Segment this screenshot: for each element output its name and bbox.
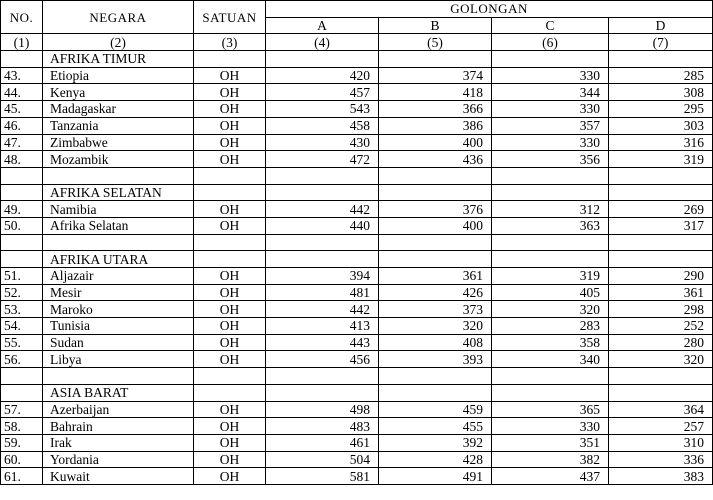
row-number: 46. — [1, 117, 43, 134]
value-b: 408 — [379, 334, 492, 351]
header-golongan: GOLONGAN — [266, 1, 713, 18]
row-number: 59. — [1, 434, 43, 451]
unit-cell: OH — [194, 301, 266, 318]
value-a: 498 — [266, 401, 379, 418]
table-row — [1, 451, 713, 468]
header-col-a: A — [266, 17, 379, 34]
value-d: 290 — [609, 268, 713, 285]
value-a: 420 — [266, 67, 379, 84]
value-d: 285 — [609, 67, 713, 84]
value-c: 382 — [492, 451, 609, 468]
col-number: (7) — [609, 34, 713, 51]
table-row — [1, 201, 713, 218]
value-b: 491 — [379, 468, 492, 485]
header-satuan: SATUAN — [194, 1, 266, 34]
value-b: 428 — [379, 451, 492, 468]
empty-cell — [266, 234, 379, 251]
region-name: AFRIKA SELATAN — [43, 184, 194, 201]
unit-cell: OH — [194, 151, 266, 168]
empty-cell — [266, 184, 379, 201]
empty-cell — [609, 251, 713, 268]
value-c: 351 — [492, 434, 609, 451]
unit-cell: OH — [194, 84, 266, 101]
value-b: 400 — [379, 217, 492, 234]
empty-cell — [609, 51, 713, 68]
unit-cell: OH — [194, 217, 266, 234]
empty-cell — [1, 167, 43, 184]
region-header-row — [1, 384, 713, 401]
unit-cell: OH — [194, 334, 266, 351]
table-row — [1, 351, 713, 368]
country-name: Libya — [43, 351, 194, 368]
value-a: 461 — [266, 434, 379, 451]
region-name: AFRIKA TIMUR — [43, 51, 194, 68]
country-name: Tunisia — [43, 318, 194, 335]
region-header-row — [1, 51, 713, 68]
header-negara: NEGARA — [43, 1, 194, 34]
empty-cell — [194, 251, 266, 268]
value-b: 418 — [379, 84, 492, 101]
country-name: Zimbabwe — [43, 134, 194, 151]
empty-cell — [379, 51, 492, 68]
empty-cell — [492, 184, 609, 201]
row-number: 58. — [1, 418, 43, 435]
table-row — [1, 84, 713, 101]
value-d: 295 — [609, 101, 713, 118]
value-a: 504 — [266, 451, 379, 468]
country-name: Yordania — [43, 451, 194, 468]
table-row — [1, 67, 713, 84]
table-row — [1, 468, 713, 485]
empty-cell — [266, 167, 379, 184]
value-d: 316 — [609, 134, 713, 151]
col-number: (5) — [379, 34, 492, 51]
row-number: 60. — [1, 451, 43, 468]
col-number: (4) — [266, 34, 379, 51]
value-d: 319 — [609, 151, 713, 168]
empty-cell — [492, 234, 609, 251]
value-b: 426 — [379, 284, 492, 301]
row-number: 47. — [1, 134, 43, 151]
value-c: 357 — [492, 117, 609, 134]
row-number: 55. — [1, 334, 43, 351]
value-a: 442 — [266, 301, 379, 318]
empty-cell — [266, 51, 379, 68]
empty-cell — [1, 368, 43, 385]
unit-cell: OH — [194, 318, 266, 335]
country-name: Maroko — [43, 301, 194, 318]
empty-cell — [1, 184, 43, 201]
empty-cell — [1, 251, 43, 268]
empty-cell — [379, 368, 492, 385]
value-d: 383 — [609, 468, 713, 485]
value-b: 386 — [379, 117, 492, 134]
country-name: Sudan — [43, 334, 194, 351]
country-name: Kuwait — [43, 468, 194, 485]
country-name: Kenya — [43, 84, 194, 101]
value-c: 358 — [492, 334, 609, 351]
unit-cell: OH — [194, 117, 266, 134]
empty-cell — [609, 368, 713, 385]
value-c: 283 — [492, 318, 609, 335]
value-b: 392 — [379, 434, 492, 451]
value-c: 356 — [492, 151, 609, 168]
value-c: 320 — [492, 301, 609, 318]
header-col-b: B — [379, 17, 492, 34]
region-header-row — [1, 251, 713, 268]
row-number: 57. — [1, 401, 43, 418]
empty-cell — [194, 51, 266, 68]
empty-cell — [43, 234, 194, 251]
empty-cell — [1, 51, 43, 68]
table-row — [1, 418, 713, 435]
country-name: Aljazair — [43, 268, 194, 285]
value-d: 310 — [609, 434, 713, 451]
table-row — [1, 434, 713, 451]
empty-cell — [194, 234, 266, 251]
value-b: 459 — [379, 401, 492, 418]
empty-cell — [492, 368, 609, 385]
value-a: 581 — [266, 468, 379, 485]
col-number: (2) — [43, 34, 194, 51]
table-row — [1, 284, 713, 301]
value-c: 340 — [492, 351, 609, 368]
col-number: (3) — [194, 34, 266, 51]
value-b: 376 — [379, 201, 492, 218]
header-col-c: C — [492, 17, 609, 34]
spacer-row — [1, 234, 713, 251]
unit-cell: OH — [194, 101, 266, 118]
unit-cell: OH — [194, 67, 266, 84]
empty-cell — [492, 51, 609, 68]
empty-cell — [194, 384, 266, 401]
empty-cell — [379, 251, 492, 268]
empty-cell — [266, 368, 379, 385]
value-b: 366 — [379, 101, 492, 118]
table-row — [1, 151, 713, 168]
value-a: 481 — [266, 284, 379, 301]
value-d: 361 — [609, 284, 713, 301]
row-number: 61. — [1, 468, 43, 485]
column-number-row — [1, 34, 713, 51]
empty-cell — [266, 251, 379, 268]
value-d: 320 — [609, 351, 713, 368]
empty-cell — [492, 384, 609, 401]
value-c: 363 — [492, 217, 609, 234]
value-d: 336 — [609, 451, 713, 468]
row-number: 44. — [1, 84, 43, 101]
empty-cell — [379, 384, 492, 401]
row-number: 48. — [1, 151, 43, 168]
empty-cell — [492, 251, 609, 268]
table-row — [1, 334, 713, 351]
value-a: 440 — [266, 217, 379, 234]
empty-cell — [609, 234, 713, 251]
value-a: 413 — [266, 318, 379, 335]
country-name: Mesir — [43, 284, 194, 301]
value-a: 430 — [266, 134, 379, 151]
unit-cell: OH — [194, 268, 266, 285]
country-name: Irak — [43, 434, 194, 451]
country-name: Bahrain — [43, 418, 194, 435]
country-name: Afrika Selatan — [43, 217, 194, 234]
table-row — [1, 117, 713, 134]
empty-cell — [43, 167, 194, 184]
value-d: 252 — [609, 318, 713, 335]
value-d: 308 — [609, 84, 713, 101]
value-d: 317 — [609, 217, 713, 234]
empty-cell — [194, 167, 266, 184]
value-b: 361 — [379, 268, 492, 285]
row-number: 45. — [1, 101, 43, 118]
value-b: 373 — [379, 301, 492, 318]
value-b: 455 — [379, 418, 492, 435]
value-b: 436 — [379, 151, 492, 168]
region-name: AFRIKA UTARA — [43, 251, 194, 268]
value-c: 437 — [492, 468, 609, 485]
value-b: 320 — [379, 318, 492, 335]
country-name: Azerbaijan — [43, 401, 194, 418]
table-row — [1, 101, 713, 118]
unit-cell: OH — [194, 401, 266, 418]
value-d: 298 — [609, 301, 713, 318]
region-header-row — [1, 184, 713, 201]
value-d: 269 — [609, 201, 713, 218]
empty-cell — [379, 167, 492, 184]
row-number: 49. — [1, 201, 43, 218]
value-c: 405 — [492, 284, 609, 301]
col-number: (1) — [1, 34, 43, 51]
value-a: 458 — [266, 117, 379, 134]
value-d: 257 — [609, 418, 713, 435]
empty-cell — [492, 167, 609, 184]
value-b: 400 — [379, 134, 492, 151]
empty-cell — [194, 368, 266, 385]
unit-cell: OH — [194, 134, 266, 151]
country-name: Namibia — [43, 201, 194, 218]
empty-cell — [609, 167, 713, 184]
empty-cell — [1, 384, 43, 401]
country-name: Tanzania — [43, 117, 194, 134]
unit-cell: OH — [194, 201, 266, 218]
value-a: 472 — [266, 151, 379, 168]
value-c: 330 — [492, 67, 609, 84]
unit-cell: OH — [194, 284, 266, 301]
value-d: 364 — [609, 401, 713, 418]
table-row — [1, 134, 713, 151]
value-a: 483 — [266, 418, 379, 435]
value-c: 365 — [492, 401, 609, 418]
row-number: 50. — [1, 217, 43, 234]
country-name: Etiopia — [43, 67, 194, 84]
spacer-row — [1, 167, 713, 184]
row-number: 53. — [1, 301, 43, 318]
empty-cell — [609, 184, 713, 201]
row-number: 56. — [1, 351, 43, 368]
value-a: 457 — [266, 84, 379, 101]
row-number: 43. — [1, 67, 43, 84]
unit-cell: OH — [194, 451, 266, 468]
table-row — [1, 318, 713, 335]
value-b: 393 — [379, 351, 492, 368]
value-c: 330 — [492, 418, 609, 435]
row-number: 54. — [1, 318, 43, 335]
unit-cell: OH — [194, 468, 266, 485]
table-row — [1, 401, 713, 418]
empty-cell — [379, 184, 492, 201]
spacer-row — [1, 368, 713, 385]
table-row — [1, 301, 713, 318]
header-col-d: D — [609, 17, 713, 34]
table-row — [1, 217, 713, 234]
value-d: 280 — [609, 334, 713, 351]
header-row — [1, 1, 713, 18]
country-name: Madagaskar — [43, 101, 194, 118]
value-a: 443 — [266, 334, 379, 351]
value-d: 303 — [609, 117, 713, 134]
unit-cell: OH — [194, 418, 266, 435]
value-c: 330 — [492, 101, 609, 118]
empty-cell — [266, 384, 379, 401]
value-c: 319 — [492, 268, 609, 285]
value-a: 543 — [266, 101, 379, 118]
value-c: 330 — [492, 134, 609, 151]
empty-cell — [379, 234, 492, 251]
region-name: ASIA BARAT — [43, 384, 194, 401]
empty-cell — [43, 368, 194, 385]
value-b: 374 — [379, 67, 492, 84]
table-row — [1, 268, 713, 285]
value-a: 394 — [266, 268, 379, 285]
header-no: NO. — [1, 1, 43, 34]
value-a: 456 — [266, 351, 379, 368]
empty-cell — [1, 234, 43, 251]
value-c: 312 — [492, 201, 609, 218]
unit-cell: OH — [194, 351, 266, 368]
value-c: 344 — [492, 84, 609, 101]
unit-cell: OH — [194, 434, 266, 451]
country-name: Mozambik — [43, 151, 194, 168]
empty-cell — [194, 184, 266, 201]
row-number: 51. — [1, 268, 43, 285]
empty-cell — [609, 384, 713, 401]
row-number: 52. — [1, 284, 43, 301]
col-number: (6) — [492, 34, 609, 51]
value-a: 442 — [266, 201, 379, 218]
